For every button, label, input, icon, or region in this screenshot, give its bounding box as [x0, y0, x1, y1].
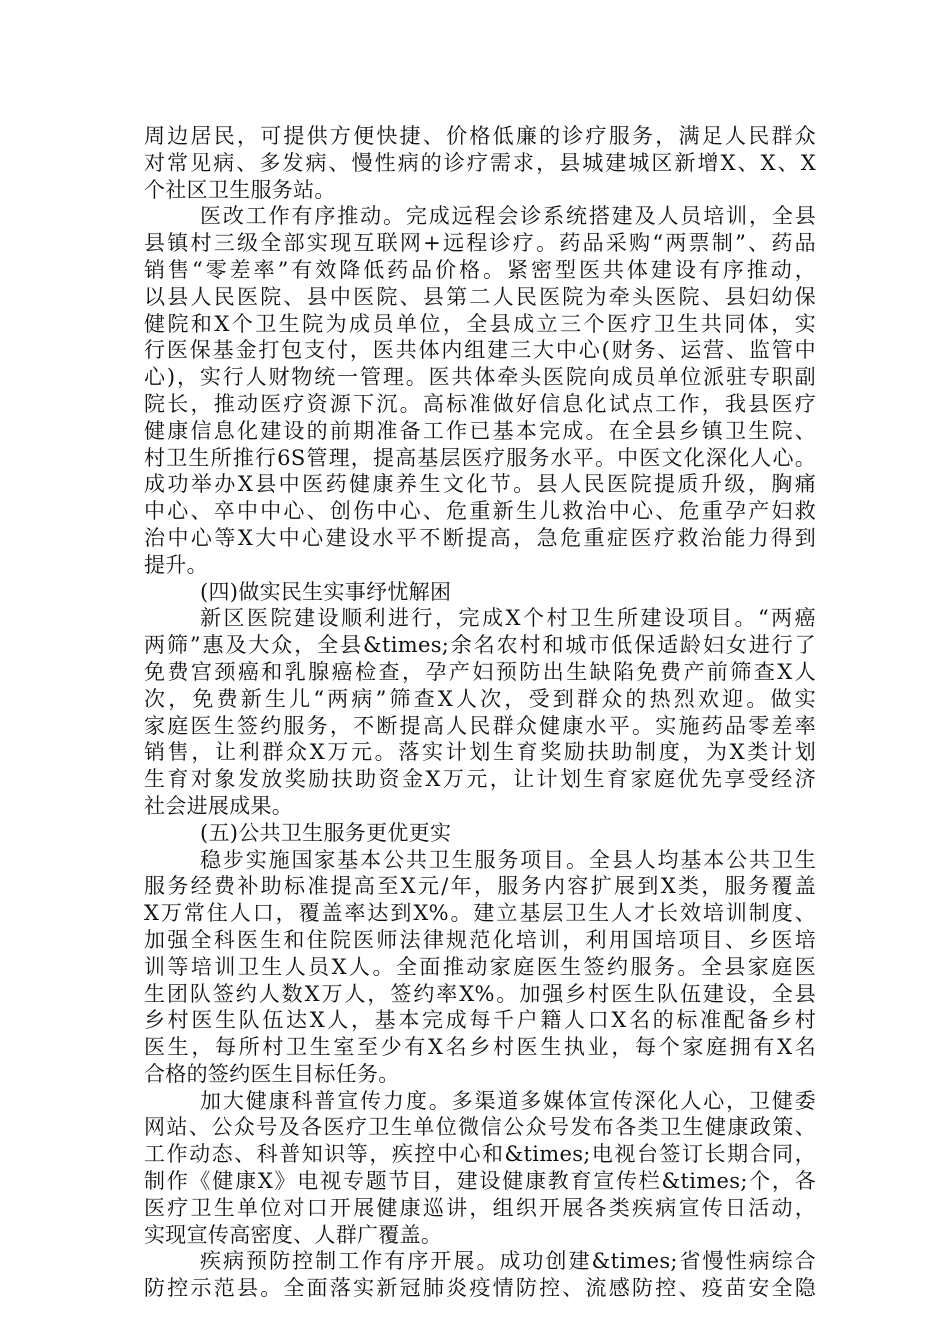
text-line: 村卫生所推行6S管理，提高基层医疗服务水平。中医文化深化人心。 [144, 445, 816, 470]
text-line: 销售，让利群众X万元。落实计划生育奖励扶助制度，为X类计划 [144, 740, 816, 765]
text-line: 训等培训卫生人员X人。全面推动家庭医生签约服务。全县家庭医 [144, 954, 816, 979]
text-line: 实现宣传高密度、人群广覆盖。 [144, 1222, 443, 1247]
text-line: 对常见病、多发病、慢性病的诊疗需求，县城建城区新增X、X、X [144, 150, 816, 175]
text-line: 中心、卒中中心、创伤中心、危重新生儿救治中心、危重孕产妇救 [144, 499, 816, 524]
section-heading: (五)公共卫生服务更优更实 [200, 820, 452, 845]
section-heading: (四)做实民生实事纾忧解困 [200, 579, 452, 604]
text-line: 生团队签约人数X万人，签约率X%。加强乡村医生队伍建设，全县 [144, 981, 816, 1006]
document-page [144, 123, 816, 1302]
text-line: 免费宫颈癌和乳腺癌检查，孕产妇预防出生缺陷免费产前筛查X人 [144, 659, 816, 684]
text-line: 家庭医生签约服务，不断提高人民群众健康水平。实施药品零差率 [144, 713, 816, 738]
text-line: X万常住人口，覆盖率达到X%。建立基层卫生人才长效培训制度、 [144, 901, 816, 926]
paragraph-start-line: 加大健康科普宣传力度。多渠道多媒体宣传深化人心，卫健委 [200, 1088, 816, 1113]
paragraph-start-line: 稳步实施国家基本公共卫生服务项目。全县人均基本公共卫生 [200, 847, 816, 872]
text-line: 两筛”惠及大众，全县&times;余名农村和城市低保适龄妇女进行了 [144, 633, 816, 658]
text-line: 合格的签约医生目标任务。 [144, 1061, 400, 1086]
text-line: 健院和X个卫生院为成员单位，全县成立三个医疗卫生共同体，实 [144, 311, 816, 336]
paragraph-start-line: 疾病预防控制工作有序开展。成功创建&times;省慢性病综合 [200, 1249, 816, 1274]
text-line: 制作《健康X》电视专题节目，建设健康教育宣传栏&times;个，各 [144, 1169, 816, 1194]
text-line: 院长，推动医疗资源下沉。高标准做好信息化试点工作，我县医疗 [144, 391, 816, 416]
text-line: 社会进展成果。 [144, 793, 294, 818]
text-line: 网站、公众号及各医疗卫生单位微信公众号发布各类卫生健康政策、 [144, 1115, 816, 1140]
paragraph-start-line: 新区医院建设顺利进行，完成X个村卫生所建设项目。“两癌 [200, 606, 816, 631]
text-line: 服务经费补助标准提高至X元/年，服务内容扩展到X类，服务覆盖 [144, 874, 816, 899]
text-line: 县镇村三级全部实现互联网+远程诊疗。药品采购“两票制”、药品 [144, 231, 816, 256]
text-line: 行医保基金打包支付，医共体内组建三大中心(财务、运营、监管中 [144, 338, 816, 363]
text-line: 生育对象发放奖励扶助资金X万元，让计划生育家庭优先享受经济 [144, 767, 816, 792]
text-line: 加强全科医生和住院医师法律规范化培训，利用国培项目、乡医培 [144, 927, 816, 952]
text-line: 乡村医生队伍达X人，基本完成每千户籍人口X名的标准配备乡村 [144, 1008, 816, 1033]
text-line: 销售“零差率”有效降低药品价格。紧密型医共体建设有序推动， [144, 257, 816, 282]
text-line: 个社区卫生服务站。 [144, 177, 336, 202]
text-line: 提升。 [144, 552, 208, 577]
text-line: 医疗卫生单位对口开展健康巡讲，组织开展各类疾病宣传日活动， [144, 1195, 816, 1220]
text-line: 以县人民医院、县中医院、县第二人民医院为牵头医院、县妇幼保 [144, 284, 816, 309]
text-line: 防控示范县。全面落实新冠肺炎疫情防控、流感防控、疫苗安全隐 [144, 1276, 816, 1301]
text-line: 周边居民，可提供方便快捷、价格低廉的诊疗服务，满足人民群众 [144, 124, 816, 148]
text-line: 治中心等X大中心建设水平不断提高，急危重症医疗救治能力得到 [144, 525, 816, 550]
text-line: 心)，实行人财物统一管理。医共体牵头医院向成员单位派驻专职副 [144, 365, 816, 390]
text-line: 次，免费新生儿“两病”筛查X人次，受到群众的热烈欢迎。做实 [144, 686, 816, 711]
paragraph-start-line: 医改工作有序推动。完成远程会诊系统搭建及人员培训，全县 [200, 204, 816, 229]
text-line: 工作动态、科普知识等，疾控中心和&times;电视台签订长期合同， [144, 1142, 816, 1167]
text-line: 健康信息化建设的前期准备工作已基本完成。在全县乡镇卫生院、 [144, 418, 816, 443]
text-line: 成功举办X县中医药健康养生文化节。县人民医院提质升级，胸痛 [144, 472, 816, 497]
text-line: 医生，每所村卫生室至少有X名乡村医生执业，每个家庭拥有X名 [144, 1035, 816, 1060]
